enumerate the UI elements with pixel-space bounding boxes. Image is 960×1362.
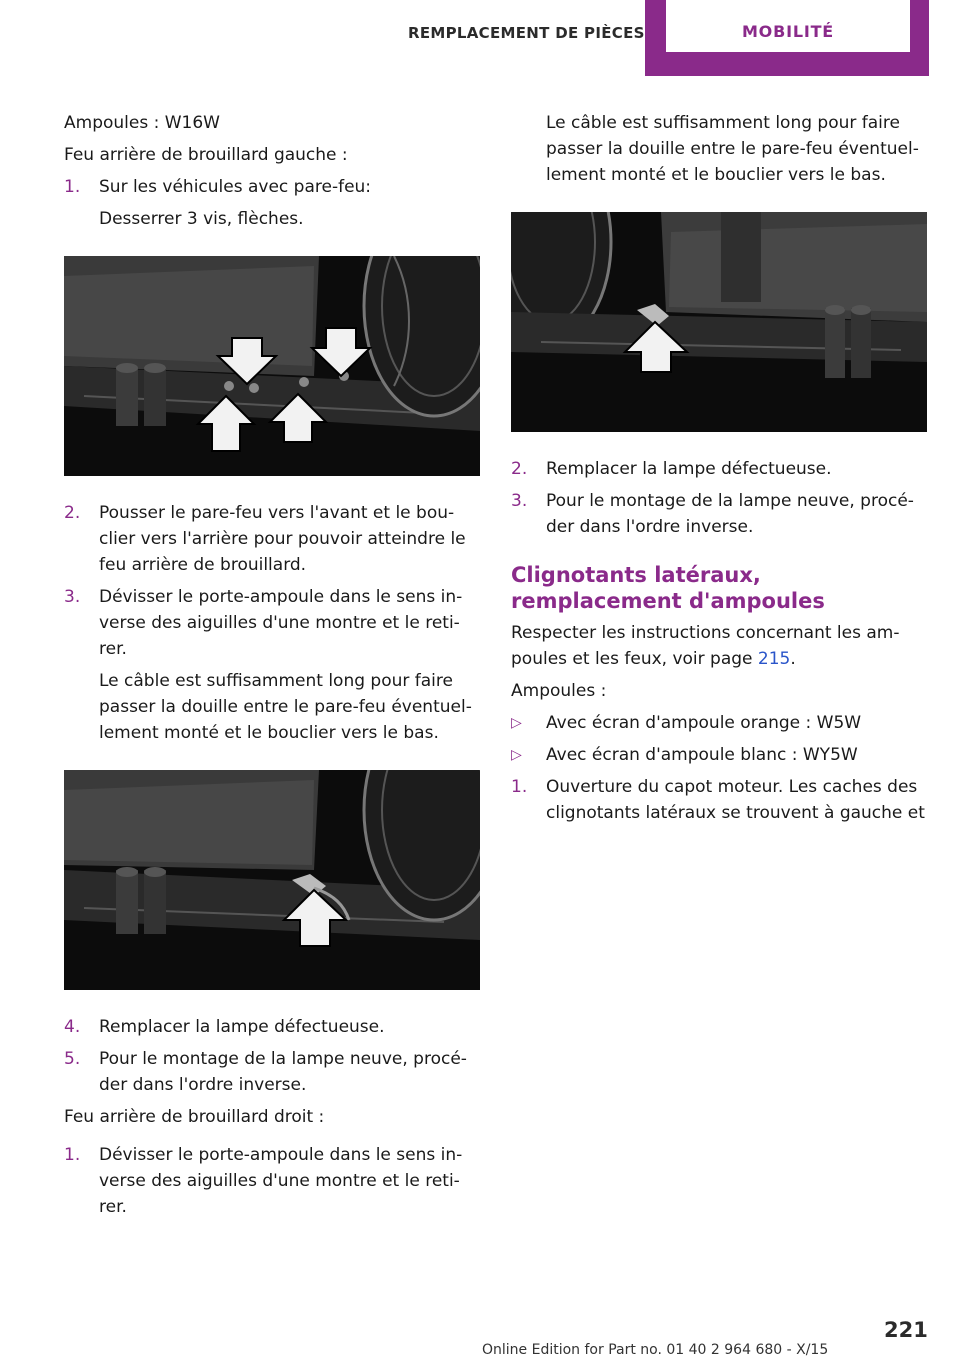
step-item: [64, 1014, 484, 1040]
step-number: 2.: [64, 503, 81, 523]
step-item: [511, 774, 931, 826]
step-item: [64, 584, 484, 746]
page-reference-link[interactable]: 215: [757, 649, 791, 669]
step-item: [64, 500, 484, 578]
step-item: [64, 1142, 484, 1220]
triangle-bullet-icon: ▷: [511, 747, 522, 763]
triangle-bullet-icon: ▷: [511, 715, 522, 731]
step-text: Remplacer la lampe défectueuse.: [99, 1017, 385, 1037]
step-text: Pour le montage de la lampe neuve, procé-der dans l'ordre inverse.: [99, 1049, 467, 1095]
step-text: Pousser le pare-feu vers l'avant et le bou-clier vers l'arrière pour pouvoir atteindre le feu arrière de brouillard.: [99, 503, 466, 575]
step-number: 2.: [511, 459, 528, 479]
list-item: [511, 710, 931, 736]
step-subtext: Le câble est suffisamment long pour faire passer la douille entre le pare-feu éventuel-lement monté et le bouclier vers le bas.: [546, 113, 919, 185]
step-number: 5.: [64, 1049, 81, 1069]
step-number: 1.: [511, 777, 528, 797]
step-item: [64, 1046, 484, 1098]
step-subtext: Le câble est suffisamment long pour faire passer la douille entre le pare-feu éventuel-lement monté et le bouclier vers le bas.: [99, 671, 472, 743]
list-item-text: Avec écran d'ampoule orange : W5W: [546, 713, 862, 733]
section-heading: Clignotants latéraux, remplacement d'ampoules: [511, 563, 825, 613]
step-text: Dévisser le porte-ampoule dans le sens in-verse des aiguilles d'une montre et le reti-rer.: [99, 587, 463, 659]
step-item: [64, 174, 484, 232]
step-number: 1.: [64, 177, 81, 197]
step-number: 1.: [64, 1145, 81, 1165]
running-header-section: REMPLACEMENT DE PIÈCES: [408, 24, 645, 42]
chapter-tab: [645, 0, 929, 76]
photo-bulb-holder-left: [64, 770, 480, 990]
step-text: Ouverture du capot moteur. Les caches des clignotants latéraux se trouvent à gauche et: [546, 777, 925, 823]
left-column: [64, 110, 484, 1226]
bulbs-label: Ampoules :: [511, 681, 607, 701]
photo-screws-arrows: [64, 256, 480, 476]
step-text: Sur les véhicules avec pare-feu:: [99, 177, 372, 197]
left-fog-heading: Feu arrière de brouillard gauche :: [64, 145, 348, 165]
step-text: Pour le montage de la lampe neuve, procé-der dans l'ordre inverse.: [546, 491, 914, 537]
step-subtext: Desserrer 3 vis, flèches.: [99, 209, 304, 229]
page-number: 221: [884, 1318, 928, 1342]
step-text: Dévisser le porte-ampoule dans le sens in-verse des aiguilles d'une montre et le reti-rer.: [99, 1145, 463, 1217]
step-number: 3.: [64, 587, 81, 607]
right-column: [511, 110, 931, 832]
edition-footer: Online Edition for Part no. 01 40 2 964 680 - X/15: [482, 1342, 829, 1358]
list-item-text: Avec écran d'ampoule blanc : WY5W: [546, 745, 858, 765]
step-item: [511, 488, 931, 540]
photo-bulb-holder-right: [511, 212, 927, 432]
step-number: 4.: [64, 1017, 81, 1037]
chapter-tab-label: MOBILITÉ: [741, 22, 835, 41]
list-item: [511, 742, 931, 768]
bulb-type-text: Ampoules : W16W: [64, 113, 220, 133]
right-fog-heading: Feu arrière de brouillard droit :: [64, 1107, 325, 1127]
step-item: [511, 456, 931, 482]
step-number: 3.: [511, 491, 528, 511]
step-text: Remplacer la lampe défectueuse.: [546, 459, 832, 479]
intro-text: Respecter les instructions concernant les am-poules et les feux, voir page 215.: [511, 623, 900, 669]
